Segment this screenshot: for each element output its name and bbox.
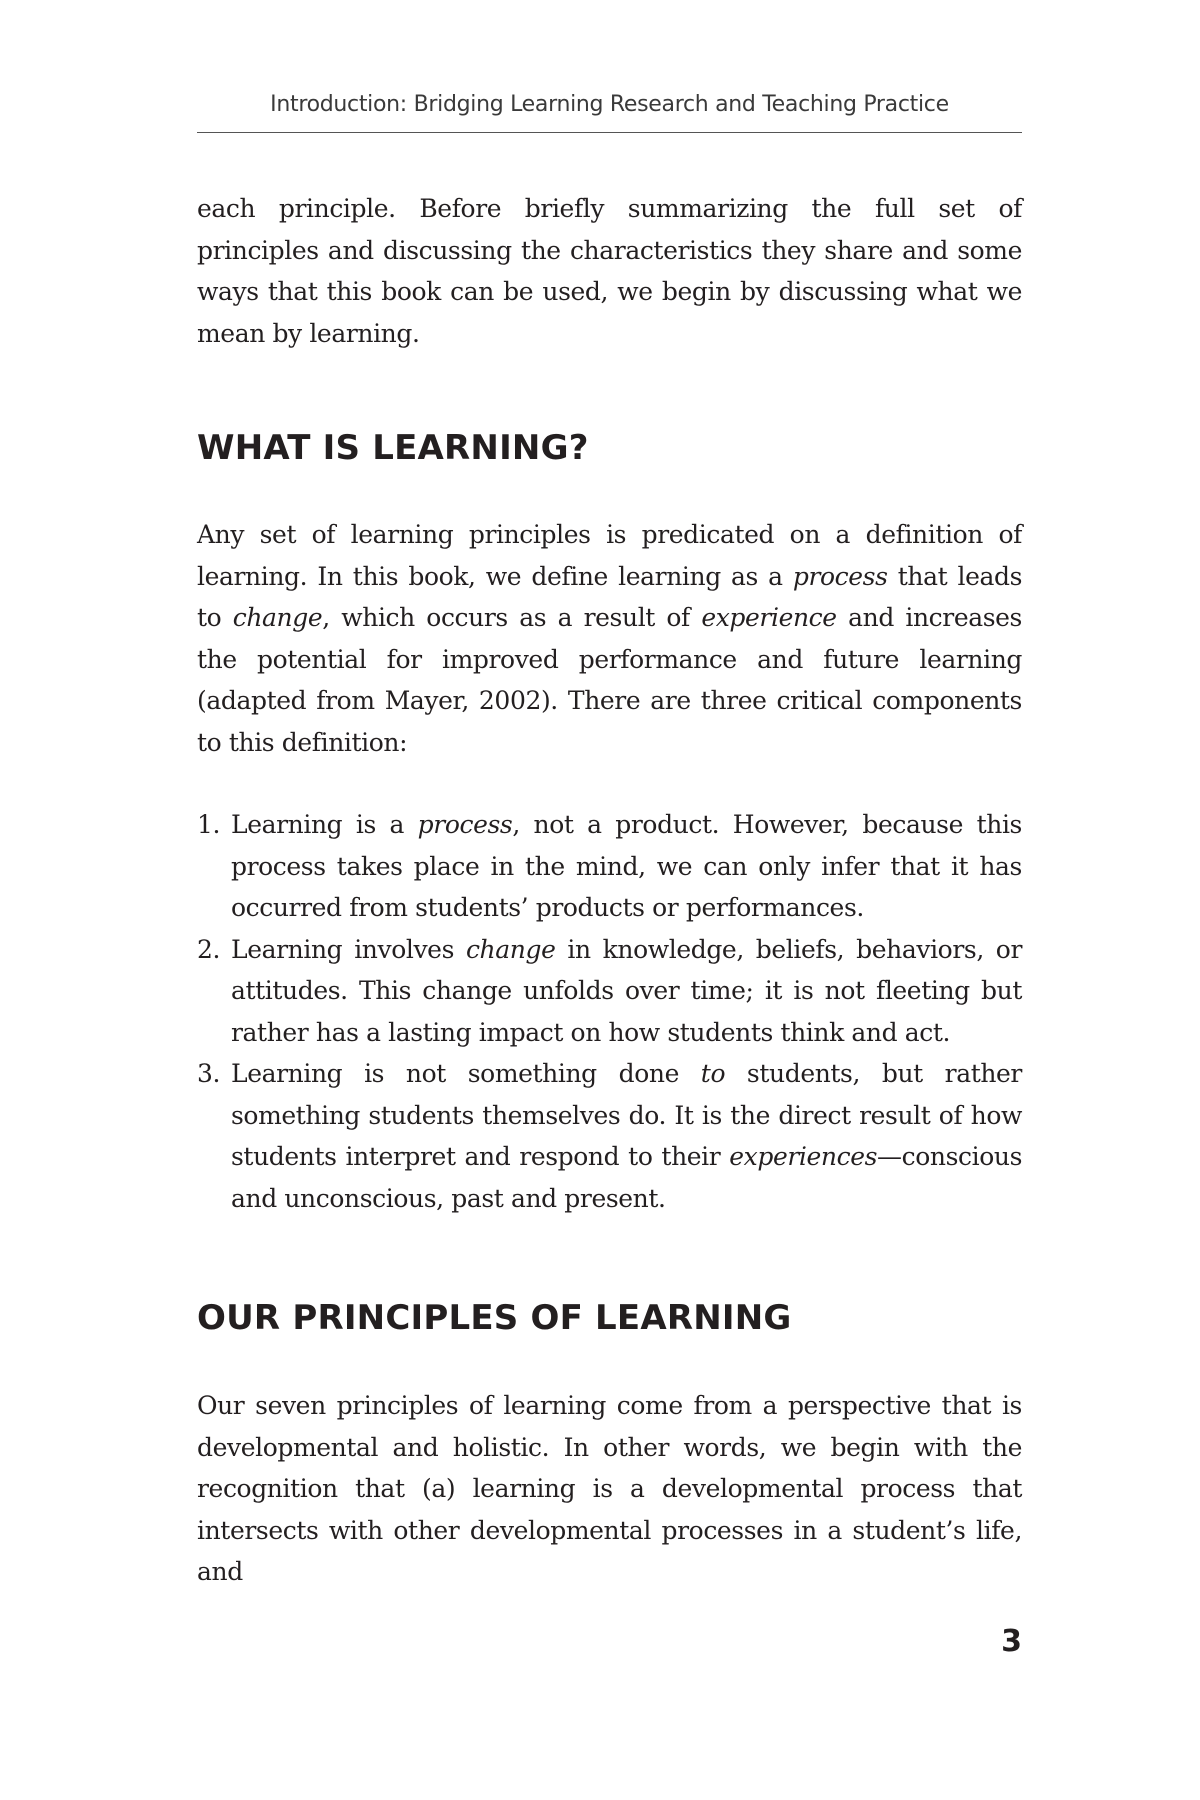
- definition-emphasis-process: process: [792, 561, 888, 591]
- list-item-number: 2.: [197, 934, 221, 964]
- list-item-text: Learning is not something done: [231, 1059, 701, 1088]
- list-item-text: —conscious and unconscious, past and present.: [231, 1142, 1022, 1213]
- list-item-number: 1.: [197, 810, 221, 839]
- section-heading-what-is-learning: WHAT IS LEARNING?: [197, 428, 589, 468]
- definition-emphasis-experience: experience: [701, 603, 837, 632]
- list-item: [197, 1053, 1022, 1219]
- definition-paragraph: [197, 514, 1022, 763]
- definition-text-2: that leads to: [197, 561, 1022, 632]
- intro-paragraph: each principle. Before briefly summarizing the full set of principles and discussing the characteristics they share and some ways that this book can be used, we begin by discussing what we mean by learning.: [197, 194, 1022, 348]
- list-item-emphasis: change: [465, 934, 556, 964]
- list-item-text: in knowledge, beliefs, behaviors, or attitudes. This change unfolds over time; it is not fleeting but rather has a lasting impact on how students think and act.: [231, 934, 1022, 1047]
- page-number: 3: [1001, 1624, 1022, 1659]
- section-heading-principles: OUR PRINCIPLES OF LEARNING: [197, 1298, 792, 1338]
- definition-emphasis-change: change: [232, 603, 323, 632]
- list-item-text: , not a product. However, because this process takes place in the mind, we can only infer that it has occurred from students’ products or performances.: [231, 810, 1022, 922]
- principles-paragraph: Our seven principles of learning come from a perspective that is developmental and holistic. In other words, we begin with the recognition that (a) learning is a developmental process that intersects with other developmental processes in a student’s life, and: [197, 1391, 1022, 1586]
- running-head: Introduction: Bridging Learning Research and Teaching Practice: [270, 92, 949, 117]
- list-item-text: Learning involves: [231, 934, 466, 964]
- list-item-emphasis: to: [700, 1059, 726, 1088]
- list-item: [197, 929, 1022, 1054]
- list-item-text: students, but rather something students themselves do. It is the direct result of how students interpret and respond to their: [231, 1059, 1022, 1171]
- definition-text-1: Any set of learning principles is predicated on a definition of learning. In this book, we define learning as a: [197, 520, 1022, 591]
- header-rule: [197, 132, 1022, 133]
- list-item-emphasis: experiences: [729, 1142, 878, 1171]
- list-item-emphasis: process: [417, 810, 513, 839]
- list-item: [197, 804, 1022, 929]
- list-item-number: 3.: [197, 1059, 221, 1088]
- components-list: [197, 804, 1022, 1219]
- definition-text-3: , which occurs as a result of: [322, 603, 702, 632]
- list-item-text: Learning is a: [231, 810, 418, 839]
- definition-text-4: and increases the potential for improved performance and future learning (adapted from Mayer, 2002). There are three critical components to this definition:: [197, 603, 1022, 757]
